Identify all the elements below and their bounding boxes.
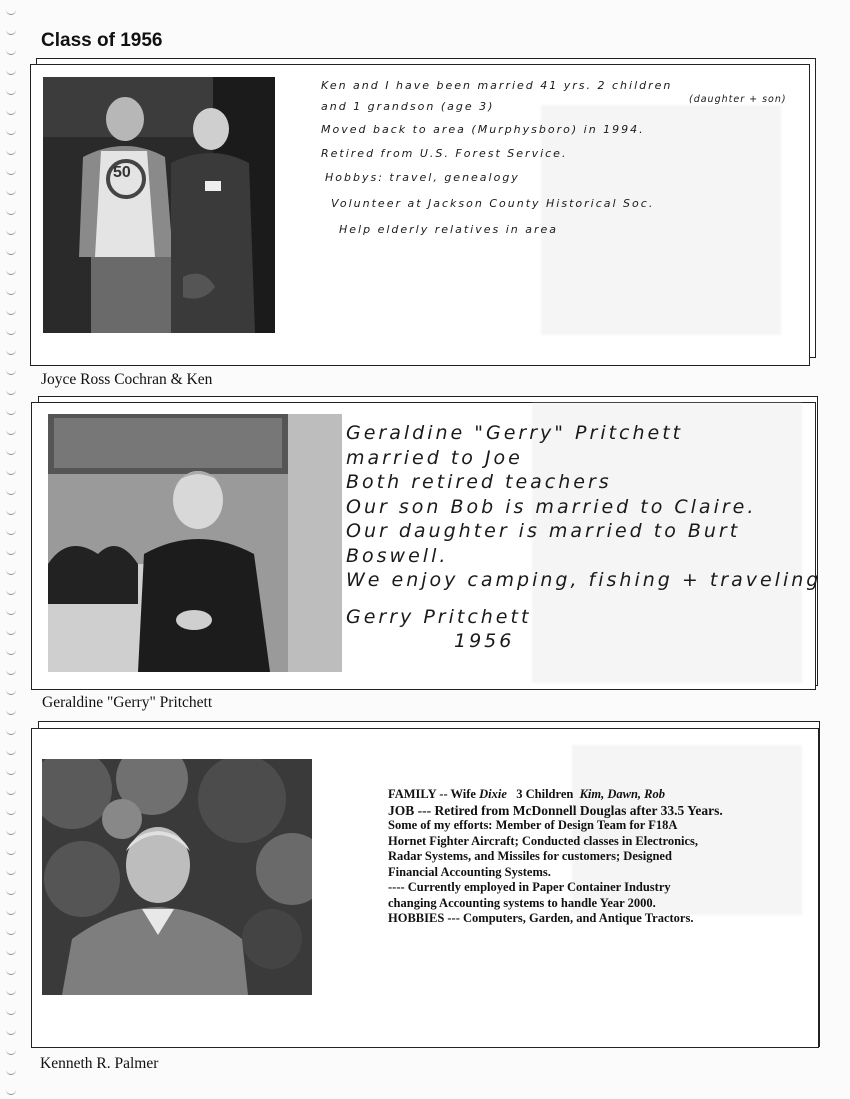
note-line: Hobbys: travel, genealogy [325,171,520,184]
bio-line: Some of my efforts: Member of Design Team for F18A [388,818,678,832]
bio-line: changing Accounting systems to handle Year 2000. [388,895,656,910]
spiral-loop [6,1068,16,1075]
spiral-loop [6,948,16,955]
spiral-loop [6,248,16,255]
spiral-loop [6,168,16,175]
caption-palmer: Kenneth R. Palmer [40,1055,159,1072]
spiral-loop [6,228,16,235]
bio-line: HOBBIES --- Computers, Garden, and Antique Tractors. [388,911,694,925]
spiral-binding [0,0,24,1099]
bio-line: Hornet Fighter Aircraft; Conducted classes in Electronics, [388,833,699,848]
page-title: Class of 1956 [41,30,163,51]
spiral-loop [6,288,16,295]
photo-cochran [43,77,275,333]
palmer-bio [388,787,808,927]
spiral-loop [6,368,16,375]
note-line: Retired from U.S. Forest Service. [321,147,568,160]
spiral-loop [6,208,16,215]
note-line: Geraldine "Gerry" Pritchett [346,422,684,444]
spiral-loop [6,508,16,515]
spiral-loop [6,808,16,815]
photo-pritchett [48,414,342,672]
spiral-loop [6,568,16,575]
spiral-loop [6,488,16,495]
spiral-loop [6,428,16,435]
spiral-loop [6,528,16,535]
spiral-loop [6,828,16,835]
spiral-loop [6,1048,16,1055]
spiral-loop [6,888,16,895]
spiral-loop [6,688,16,695]
spiral-loop [6,668,16,675]
spiral-loop [6,1008,16,1015]
note-line: married to Joe [346,446,523,469]
note-line: Our son Bob is married to Claire. [346,495,757,518]
spiral-loop [6,448,16,455]
handwritten-note-cochran [321,77,801,257]
bio-line: ---- Currently employed in Paper Container Industry [388,880,671,894]
spiral-loop [6,968,16,975]
spiral-loop [6,648,16,655]
spiral-loop [6,308,16,315]
entry-frame-palmer [31,728,819,1048]
note-line: Both retired teachers [346,471,612,493]
spiral-loop [6,188,16,195]
spiral-loop [6,748,16,755]
signature: Gerry Pritchett [346,605,532,628]
note-line: (daughter + son) [689,94,787,105]
caption-pritchett: Geraldine "Gerry" Pritchett [42,694,213,711]
spiral-loop [6,908,16,915]
spiral-loop [6,8,16,15]
children-names: Kim, Dawn, Rob [579,787,666,801]
photo-palmer [42,759,312,995]
signature-year: 1956 [454,630,515,652]
note-line: We enjoy camping, fishing + traveling [346,569,822,591]
spiral-loop [6,988,16,995]
note-line: Volunteer at Jackson County Historical Soc. [331,197,655,210]
spiral-loop [6,628,16,635]
svg-text:50: 50 [113,164,131,181]
spiral-loop [6,408,16,415]
entry-frame-pritchett [31,402,822,690]
spiral-loop [6,48,16,55]
spiral-loop [6,348,16,355]
spiral-loop [6,268,16,275]
note-line: Moved back to area (Murphysboro) in 1994. [321,123,645,136]
spiral-loop [6,68,16,75]
spiral-loop [6,468,16,475]
handwritten-note-pritchett [346,421,822,681]
spiral-loop [6,1028,16,1035]
spiral-loop [6,128,16,135]
bio-line: Financial Accounting Systems. [388,864,551,879]
spiral-loop [6,28,16,35]
spiral-loop [6,548,16,555]
note-line: Our daughter is married to Burt [346,520,741,542]
spiral-loop [6,328,16,335]
spiral-loop [6,388,16,395]
spiral-loop [6,608,16,615]
spiral-loop [6,588,16,595]
spiral-loop [6,788,16,795]
note-line: Boswell. [346,544,449,567]
spiral-loop [6,728,16,735]
note-line [346,593,806,605]
spiral-loop [6,148,16,155]
spiral-loop [6,768,16,775]
note-line: Help elderly relatives in area [339,223,558,236]
entry-frame-cochran [30,64,810,366]
wife-name: Dixie [479,787,507,801]
note-line: and 1 grandson (age 3) [321,100,495,113]
spiral-loop [6,868,16,875]
spiral-loop [6,1088,16,1095]
spiral-loop [6,88,16,95]
note-line: Ken and I have been married 41 yrs. 2 children [321,79,673,92]
caption-cochran: Joyce Ross Cochran & Ken [41,371,213,388]
bio-line: Radar Systems, and Missiles for customers; Designed [388,849,672,863]
family-line: FAMILY -- Wife Dixie 3 Children Kim, Dawn, Rob [388,787,666,801]
spiral-loop [6,848,16,855]
spiral-loop [6,708,16,715]
spiral-loop [6,928,16,935]
spiral-loop [6,108,16,115]
job-line: JOB --- Retired from McDonnell Douglas after 33.5 Years. [388,802,723,818]
